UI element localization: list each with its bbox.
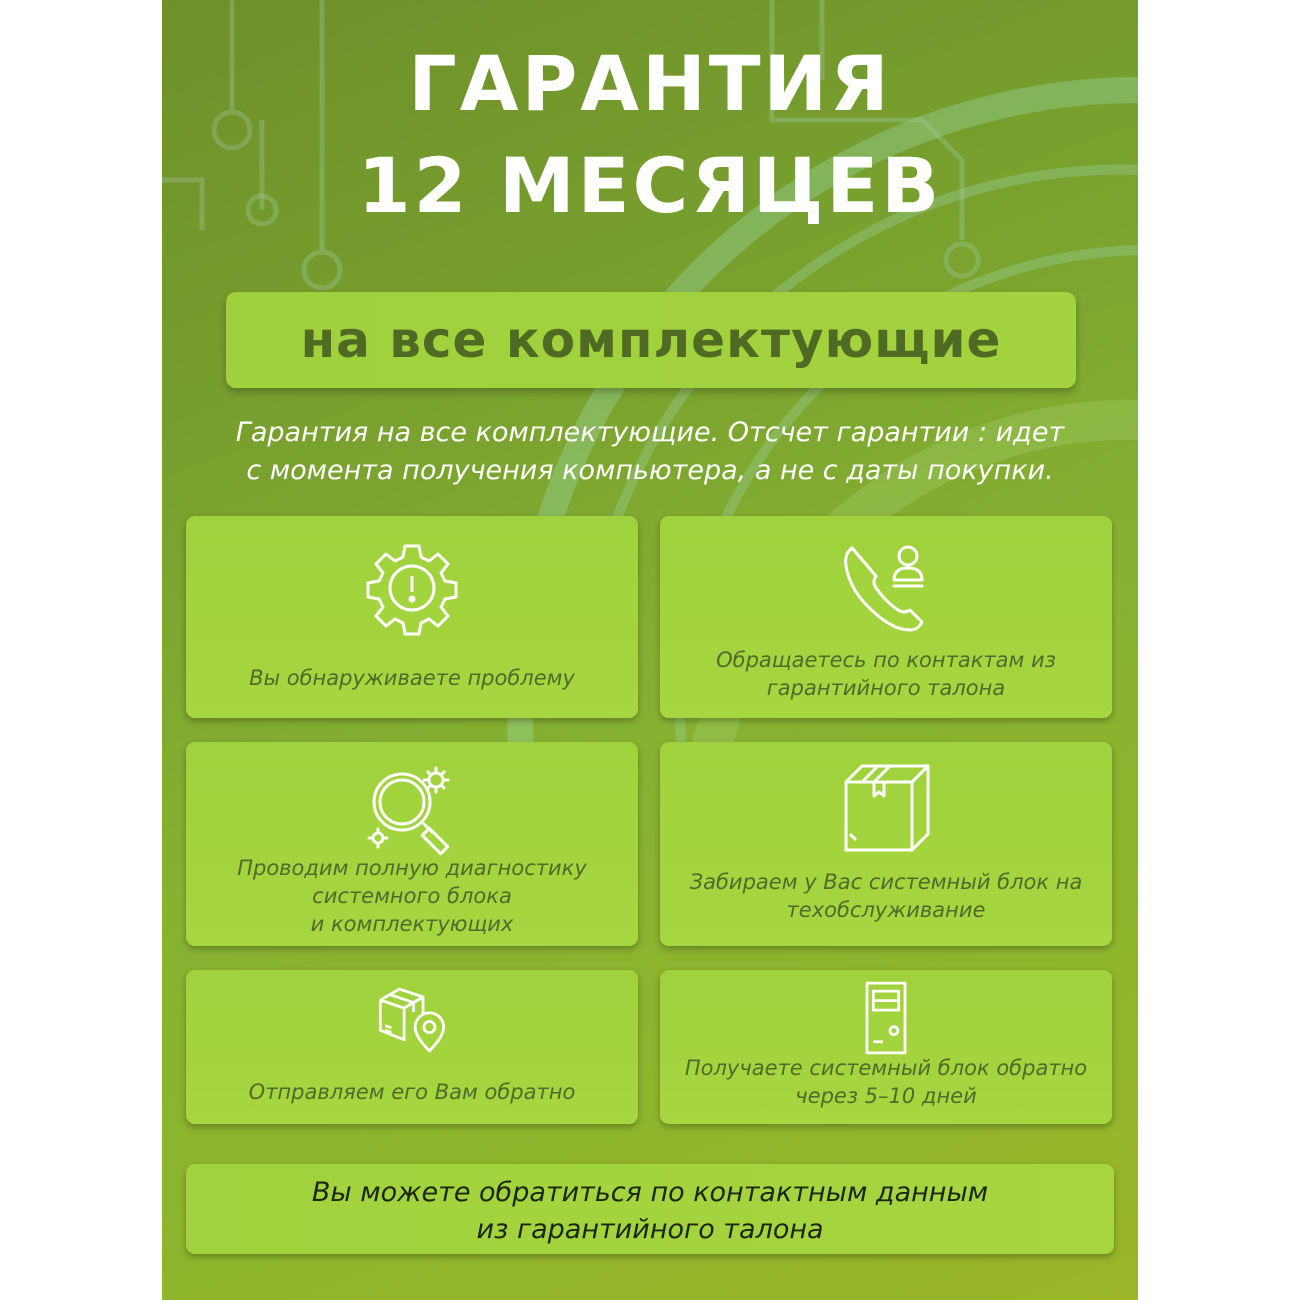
step-text: Обращаетесь по контактам из гарантийного талона: [716, 648, 1056, 700]
step-text: Забираем у Вас системный блок на техобслуживание: [689, 870, 1083, 922]
description: [192, 414, 1108, 490]
step-text: Получаете системный блок обратно через 5–10 дней: [684, 1056, 1088, 1108]
computer-tower-icon: [848, 980, 924, 1056]
title-line-1: ГАРАНТИЯ: [408, 39, 892, 128]
step-card-diagnostics: [186, 742, 638, 946]
step-text: Вы обнаруживаете проблему: [249, 666, 575, 690]
step-card-contact: [660, 516, 1112, 718]
footer-line-1: Вы можете обратиться по контактным данным: [311, 1177, 989, 1208]
subtitle-text: на все комплектующие: [300, 311, 1002, 369]
description-line-2: с момента получения компьютера, а не с даты покупки.: [246, 455, 1054, 486]
subtitle-banner: [226, 292, 1076, 388]
phone-person-icon: [838, 540, 934, 636]
step-text: Отправляем его Вам обратно: [248, 1080, 576, 1104]
description-line-1: Гарантия на все комплектующие. Отсчет гарантии : идет: [235, 417, 1065, 448]
footer-text: [186, 1174, 1114, 1248]
step-card-problem: [186, 516, 638, 718]
step-card-pickup: [660, 742, 1112, 946]
magnifier-gears-icon: [364, 762, 460, 858]
box-location-icon: [374, 978, 450, 1054]
step-card-return: [186, 970, 638, 1124]
gear-warning-icon: [364, 540, 460, 636]
title-line-2: 12 МЕСЯЦЕВ: [357, 141, 943, 230]
footer-banner: [186, 1164, 1114, 1254]
box-icon: [838, 760, 934, 856]
footer-line-2: из гарантийного талона: [476, 1214, 824, 1245]
warranty-poster: [162, 0, 1138, 1300]
step-card-receive: [660, 970, 1112, 1124]
step-text: Проводим полную диагностику системного блока и комплектующих: [237, 856, 587, 936]
